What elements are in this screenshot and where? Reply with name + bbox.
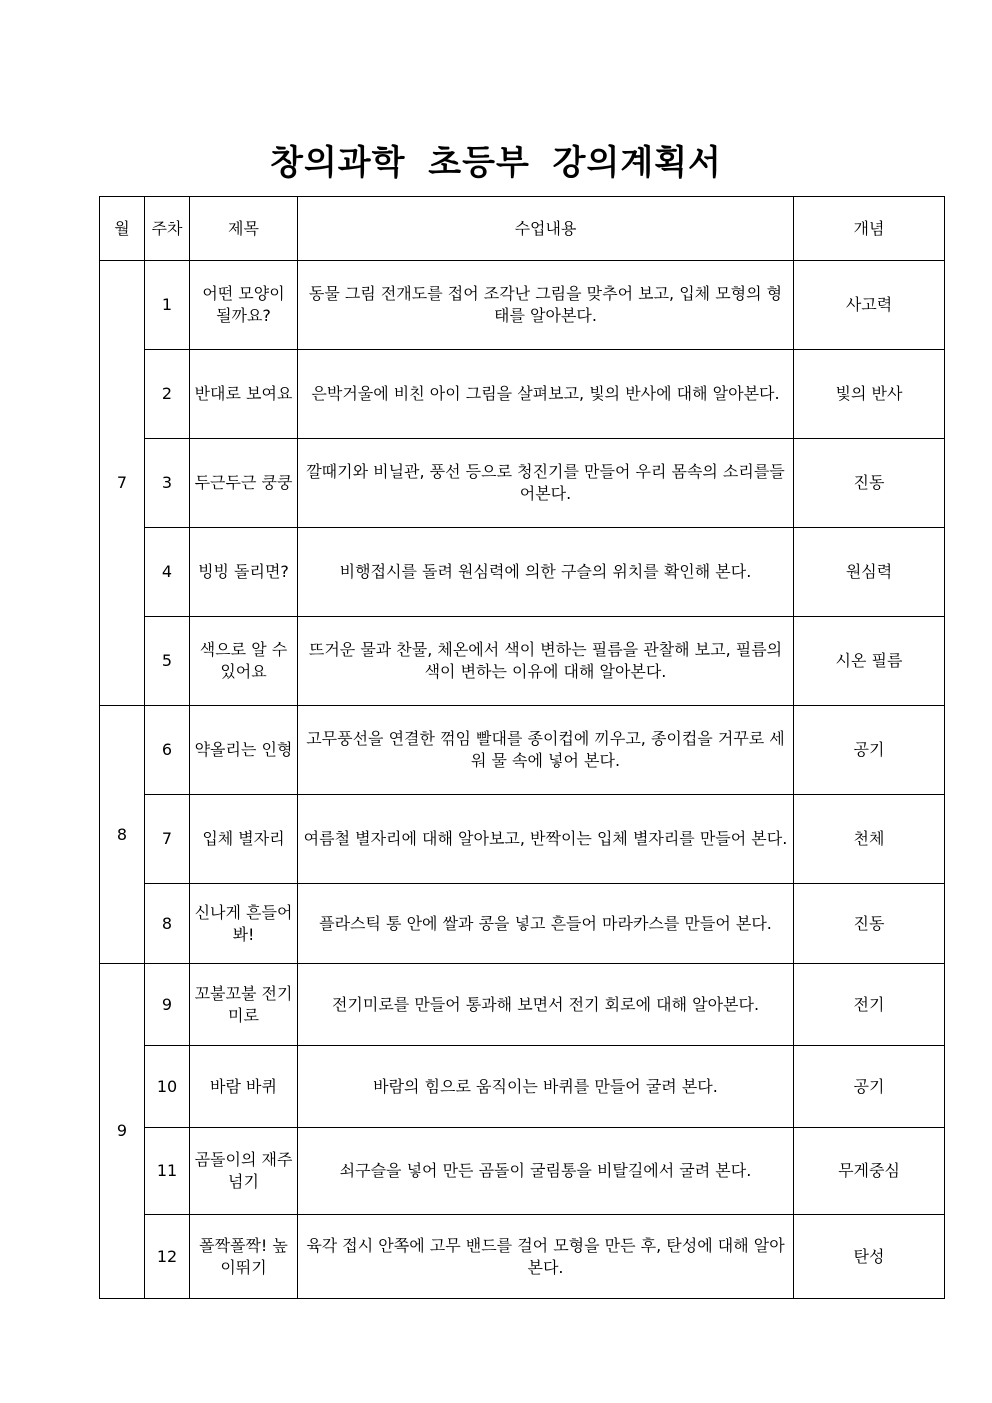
concept-cell: 진동 <box>794 439 945 528</box>
month-cell: 9 <box>100 964 145 1299</box>
topic-cell: 어떤 모양이 될까요? <box>190 261 298 350</box>
concept-cell: 전기 <box>794 964 945 1046</box>
content-cell: 플라스틱 통 안에 쌀과 콩을 넣고 흔들어 마라카스를 만들어 본다. <box>298 884 794 964</box>
content-cell: 뜨거운 물과 찬물, 체온에서 색이 변하는 필름을 관찰해 보고, 필름의 색이 변하는 이유에 대해 알아본다. <box>298 617 794 706</box>
table-header-row <box>100 197 945 261</box>
week-cell: 10 <box>145 1046 190 1128</box>
content-cell: 육각 접시 안쪽에 고무 밴드를 걸어 모형을 만든 후, 탄성에 대해 알아본다. <box>298 1215 794 1299</box>
content-cell: 고무풍선을 연결한 꺾임 빨대를 종이컵에 끼우고, 종이컵을 거꾸로 세워 물 속에 넣어 본다. <box>298 706 794 795</box>
week-cell: 8 <box>145 884 190 964</box>
table-row <box>100 439 945 528</box>
concept-cell: 천체 <box>794 795 945 884</box>
topic-cell: 입체 별자리 <box>190 795 298 884</box>
week-cell: 5 <box>145 617 190 706</box>
header-week: 주차 <box>145 197 190 261</box>
header-topic: 제목 <box>190 197 298 261</box>
week-cell: 1 <box>145 261 190 350</box>
topic-cell: 신나게 흔들어 봐! <box>190 884 298 964</box>
topic-cell: 곰돌이의 재주넘기 <box>190 1128 298 1215</box>
week-cell: 4 <box>145 528 190 617</box>
week-cell: 3 <box>145 439 190 528</box>
topic-cell: 꼬불꼬불 전기미로 <box>190 964 298 1046</box>
week-cell: 11 <box>145 1128 190 1215</box>
table-row <box>100 261 945 350</box>
topic-cell: 색으로 알 수 있어요 <box>190 617 298 706</box>
header-content: 수업내용 <box>298 197 794 261</box>
topic-cell: 바람 바퀴 <box>190 1046 298 1128</box>
week-cell: 7 <box>145 795 190 884</box>
table-row <box>100 795 945 884</box>
topic-cell: 폴짝폴짝! 높이뛰기 <box>190 1215 298 1299</box>
concept-cell: 빛의 반사 <box>794 350 945 439</box>
content-cell: 전기미로를 만들어 통과해 보면서 전기 회로에 대해 알아본다. <box>298 964 794 1046</box>
concept-cell: 시온 필름 <box>794 617 945 706</box>
content-cell: 비행접시를 돌려 원심력에 의한 구슬의 위치를 확인해 본다. <box>298 528 794 617</box>
content-cell: 쇠구슬을 넣어 만든 곰돌이 굴림통을 비탈길에서 굴려 본다. <box>298 1128 794 1215</box>
table-row <box>100 528 945 617</box>
week-cell: 9 <box>145 964 190 1046</box>
header-month: 월 <box>100 197 145 261</box>
table-row <box>100 706 945 795</box>
table-row <box>100 1046 945 1128</box>
table-row <box>100 350 945 439</box>
concept-cell: 사고력 <box>794 261 945 350</box>
content-cell: 바람의 힘으로 움직이는 바퀴를 만들어 굴려 본다. <box>298 1046 794 1128</box>
header-concept: 개념 <box>794 197 945 261</box>
concept-cell: 진동 <box>794 884 945 964</box>
week-cell: 6 <box>145 706 190 795</box>
topic-cell: 반대로 보여요 <box>190 350 298 439</box>
week-cell: 2 <box>145 350 190 439</box>
month-cell: 7 <box>100 261 145 706</box>
concept-cell: 탄성 <box>794 1215 945 1299</box>
month-cell: 8 <box>100 706 145 964</box>
lecture-plan-table <box>99 196 945 1299</box>
table-row <box>100 1128 945 1215</box>
table-row <box>100 964 945 1046</box>
concept-cell: 무게중심 <box>794 1128 945 1215</box>
content-cell: 깔때기와 비닐관, 풍선 등으로 청진기를 만들어 우리 몸속의 소리를들어본다. <box>298 439 794 528</box>
table-row <box>100 884 945 964</box>
content-cell: 은박거울에 비친 아이 그림을 살펴보고, 빛의 반사에 대해 알아본다. <box>298 350 794 439</box>
week-cell: 12 <box>145 1215 190 1299</box>
content-cell: 여름철 별자리에 대해 알아보고, 반짝이는 입체 별자리를 만들어 본다. <box>298 795 794 884</box>
table-row <box>100 1215 945 1299</box>
topic-cell: 빙빙 돌리면? <box>190 528 298 617</box>
topic-cell: 약올리는 인형 <box>190 706 298 795</box>
concept-cell: 공기 <box>794 1046 945 1128</box>
table-row <box>100 617 945 706</box>
page-title: 창의과학 초등부 강의계획서 <box>270 143 722 183</box>
topic-cell: 두근두근 쿵쿵 <box>190 439 298 528</box>
concept-cell: 공기 <box>794 706 945 795</box>
concept-cell: 원심력 <box>794 528 945 617</box>
content-cell: 동물 그림 전개도를 접어 조각난 그림을 맞추어 보고, 입체 모형의 형태를 알아본다. <box>298 261 794 350</box>
